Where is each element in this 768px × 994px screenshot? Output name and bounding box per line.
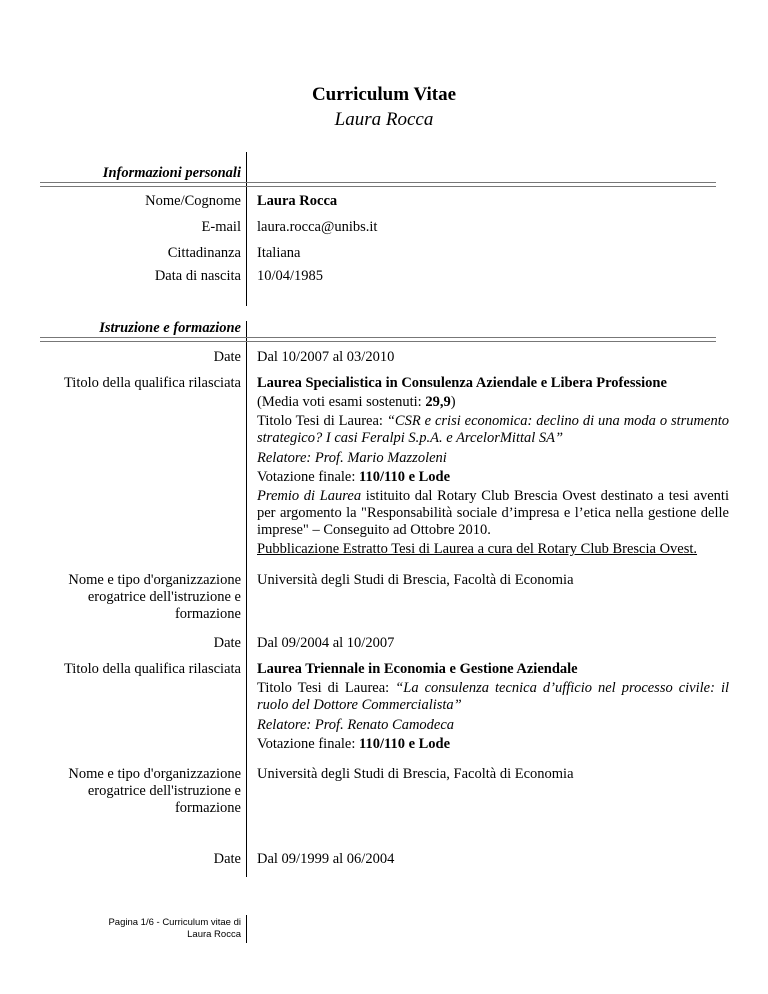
label-organization: Nome e tipo d'organizzazione erogatrice dell'istruzione e formazione: [68, 766, 241, 816]
value-birthdate: 10/04/1985: [257, 268, 324, 284]
value-organization: Università degli Studi di Brescia, Facoltà di Economia: [257, 766, 574, 782]
page-footer: [108, 917, 241, 941]
thesis-line: Titolo Tesi di Laurea: “CSR e crisi economica: declino di una moda o strumento strategico? I casi Feralpi S.p.A. e ArcelorMittal SA”: [257, 413, 729, 446]
thesis-title: “CSR e crisi economica: declino di una moda o strumento strategico? I casi Feralpi S.p.A. e ArcelorMittal SA”: [257, 413, 729, 446]
section-title-personal: Informazioni personali: [102, 165, 241, 181]
value-name: Laura Rocca: [257, 193, 338, 209]
publication-note: Pubblicazione Estratto Tesi di Laurea a cura del Rotary Club Brescia Ovest.: [257, 541, 698, 557]
thesis-title: “La consulenza tecnica d’ufficio nel processo civile: il ruolo del Dottore Commercialista”: [257, 680, 729, 713]
supervisor: Relatore: Prof. Renato Camodeca: [257, 717, 455, 733]
label-name: Nome/Cognome: [145, 193, 241, 209]
footer-divider: [246, 915, 247, 943]
footer-page-info: Pagina 1/6 - Curriculum vitae di: [108, 917, 241, 928]
section-rule: [40, 182, 716, 183]
label-organization: Nome e tipo d'organizzazione erogatrice dell'istruzione e formazione: [68, 572, 241, 622]
degree-title: Laurea Triennale in Economia e Gestione Aziendale: [257, 661, 578, 677]
section-rule: [40, 337, 716, 338]
prize-text: Premio di Laurea istituito dal Rotary Club Brescia Ovest destinato a tesi aventi per argomento la "Responsabilità sociale d’impresa e l’etica nella gestione delle imprese" – Conseguito ad Ottobre 2010.: [257, 488, 729, 538]
label-citizenship: Cittadinanza: [167, 245, 241, 261]
thesis-line: Titolo Tesi di Laurea: “La consulenza tecnica d’ufficio nel processo civile: il ruolo del Dottore Commercialista”: [257, 680, 729, 713]
label-birthdate: Data di nascita: [154, 268, 241, 284]
value-organization: Università degli Studi di Brescia, Facoltà di Economia: [257, 572, 574, 588]
footer-author: Laura Rocca: [187, 929, 241, 940]
label-date: Date: [213, 349, 241, 365]
document-title: Curriculum Vitae: [311, 84, 457, 105]
qualification-details: Laurea Specialistica in Consulenza Aziendale e Libera Professione (Media voti esami sostenuti: 29,9) Titolo Tesi di Laurea: “CSR e crisi economica: declino di una moda o strumento strategico? I casi Feralpi S.p.A. e ArcelorMittal SA” Relatore: Prof. Mario Mazzoleni Votazione finale: 110/110 e Lode Premio di Laurea istituito dal Rotary Club Brescia Ovest destinato a tesi aventi per argomento la "Responsabilità sociale d’impresa e l’etica nella gestione delle imprese" – Conseguito ad Ottobre 2010. Pubblicazione Estratto Tesi di Laurea a cura del Rotary Club Brescia Ovest.: [257, 375, 729, 557]
supervisor: Relatore: Prof. Mario Mazzoleni: [257, 450, 447, 466]
document-subtitle-name: Laura Rocca: [334, 109, 434, 130]
final-grade: 110/110 e Lode: [359, 736, 451, 752]
column-divider: [246, 152, 247, 306]
value-email: laura.rocca@unibs.it: [257, 219, 378, 235]
value-date: Dal 09/1999 al 06/2004: [257, 851, 395, 867]
degree-title: Laurea Specialistica in Consulenza Aziendale e Libera Professione: [257, 375, 667, 391]
section-title-education: Istruzione e formazione: [99, 320, 241, 336]
final-grade: 110/110 e Lode: [359, 469, 451, 485]
label-date: Date: [213, 851, 241, 867]
label-qualification: Titolo della qualifica rilasciata: [63, 375, 241, 391]
label-date: Date: [213, 635, 241, 651]
label-qualification: Titolo della qualifica rilasciata: [63, 661, 241, 677]
section-rule: [40, 341, 716, 342]
section-rule: [40, 186, 716, 187]
label-email: E-mail: [201, 219, 241, 235]
value-citizenship: Italiana: [257, 245, 301, 261]
column-divider: [246, 321, 247, 877]
qualification-details: Laurea Triennale in Economia e Gestione Aziendale Titolo Tesi di Laurea: “La consulenza tecnica d’ufficio nel processo civile: il ruolo del Dottore Commercialista” Relatore: Prof. Renato Camodeca Votazione finale: 110/110 e Lode: [257, 661, 729, 752]
value-date: Dal 09/2004 al 10/2007: [257, 635, 395, 651]
value-date: Dal 10/2007 al 03/2010: [257, 349, 395, 365]
